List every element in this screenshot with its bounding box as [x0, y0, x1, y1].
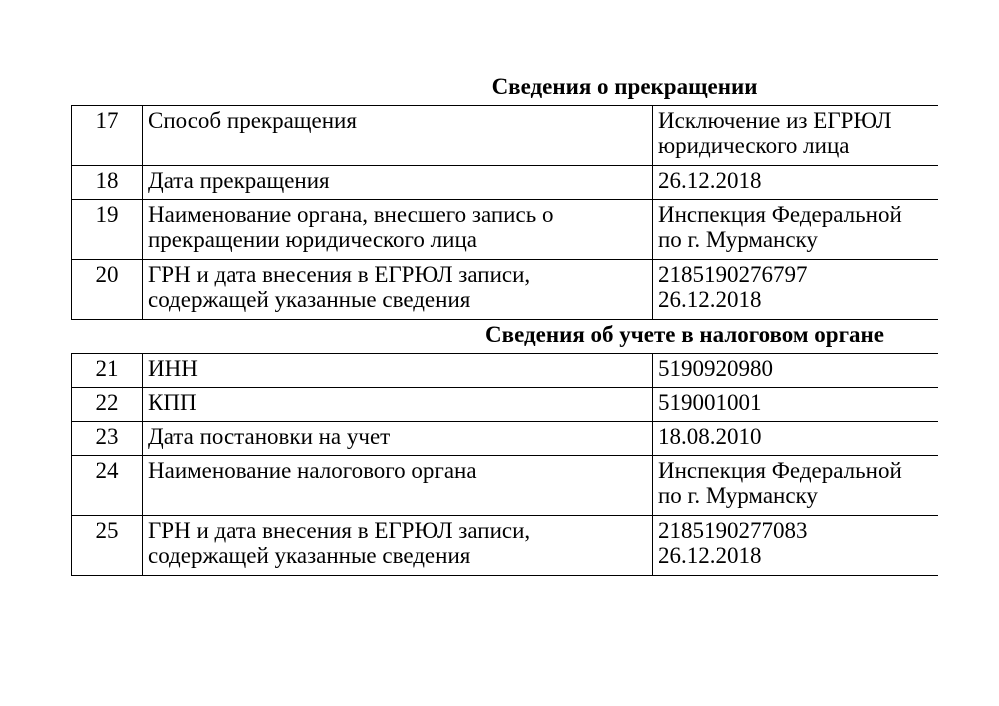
- field-value-line: по г. Мурманску: [658, 483, 818, 508]
- row-number: 25: [72, 516, 143, 576]
- field-name-line: Дата прекращения: [148, 168, 330, 193]
- field-name-line: КПП: [148, 390, 197, 415]
- field-value-line: 26.12.2018: [658, 168, 762, 193]
- table-row: [72, 166, 938, 200]
- field-name: [143, 106, 653, 166]
- field-value: [653, 106, 938, 166]
- table-row: [72, 106, 938, 166]
- section-title: Сведения об учете в налоговом органе: [485, 322, 884, 347]
- field-value-line: Инспекция Федеральной: [658, 202, 902, 227]
- field-name-line: Наименование органа, внесшего запись о: [148, 202, 554, 227]
- field-name: [143, 456, 653, 516]
- row-number: 21: [72, 354, 143, 388]
- field-value-line: Исключение из ЕГРЮЛ: [658, 108, 892, 133]
- field-name-line: содержащей указанные сведения: [148, 543, 471, 568]
- section-header-termination: [72, 72, 938, 106]
- field-value-line: 2185190277083: [658, 518, 808, 543]
- field-name-line: ГРН и дата внесения в ЕГРЮЛ записи,: [148, 262, 531, 287]
- field-name: [143, 200, 653, 260]
- section-header-tax-registration: [72, 320, 938, 354]
- field-name-line: содержащей указанные сведения: [148, 287, 471, 312]
- field-name-line: ИНН: [148, 356, 198, 381]
- field-value-line: 2185190276797: [658, 262, 808, 287]
- table-row: [72, 260, 938, 320]
- field-name-line: Способ прекращения: [148, 108, 357, 133]
- field-value: [653, 516, 938, 576]
- row-number: 23: [72, 422, 143, 456]
- field-value-line: 26.12.2018: [658, 287, 762, 312]
- field-value: [653, 456, 938, 516]
- row-number: 22: [72, 388, 143, 422]
- field-value: [653, 166, 938, 200]
- field-value-line: 5190920980: [658, 356, 773, 381]
- field-value-line: по г. Мурманску: [658, 227, 818, 252]
- field-value: [653, 200, 938, 260]
- field-name-line: Дата постановки на учет: [148, 424, 391, 449]
- row-number: 24: [72, 456, 143, 516]
- table-row: [72, 200, 938, 260]
- field-value: [653, 354, 938, 388]
- field-name-line: прекращении юридического лица: [148, 227, 477, 252]
- table-row: [72, 516, 938, 576]
- field-value-line: 18.08.2010: [658, 424, 762, 449]
- document-sheet: [71, 72, 937, 576]
- table-row: [72, 456, 938, 516]
- table-row: [72, 354, 938, 388]
- section-title: Сведения о прекращении: [491, 74, 758, 99]
- field-value-line: юридического лица: [658, 133, 850, 158]
- table-row: [72, 388, 938, 422]
- field-value: [653, 388, 938, 422]
- field-name: [143, 388, 653, 422]
- field-value-line: Инспекция Федеральной: [658, 458, 902, 483]
- field-value: [653, 422, 938, 456]
- row-number: 20: [72, 260, 143, 320]
- field-name: [143, 354, 653, 388]
- field-name: [143, 516, 653, 576]
- field-value-line: 26.12.2018: [658, 543, 762, 568]
- field-name-line: Наименование налогового органа: [148, 458, 477, 483]
- row-number: 19: [72, 200, 143, 260]
- row-number: 17: [72, 106, 143, 166]
- row-number: 18: [72, 166, 143, 200]
- field-value-line: 519001001: [658, 390, 762, 415]
- field-name-line: ГРН и дата внесения в ЕГРЮЛ записи,: [148, 518, 531, 543]
- field-name: [143, 422, 653, 456]
- field-value: [653, 260, 938, 320]
- field-name: [143, 260, 653, 320]
- table-row: [72, 422, 938, 456]
- register-extract-table: [71, 72, 938, 576]
- field-name: [143, 166, 653, 200]
